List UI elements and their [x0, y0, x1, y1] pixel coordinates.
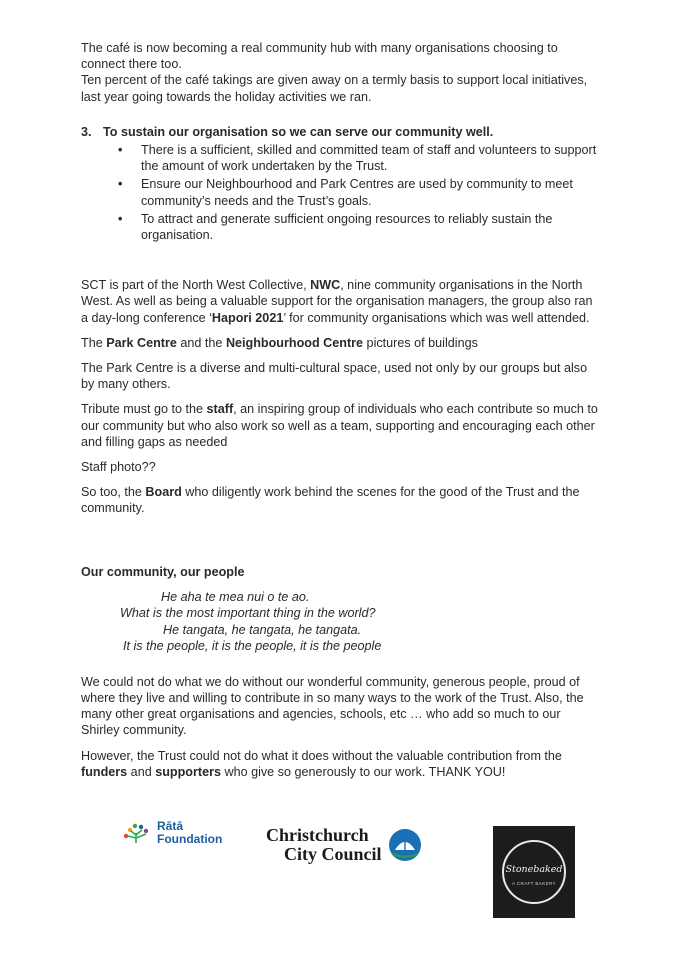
proverb-line: He tangata, he tangata, he tangata.: [163, 622, 362, 637]
nwc-paragraph: [81, 277, 601, 326]
ccc-name-line-2: City Council: [284, 844, 382, 864]
centres-text: and the: [176, 335, 226, 350]
staff-text: , an inspiring group of individuals who each contribute so much to our community but who also work so well as a team, supporting and encouraging each other and filling gaps as needed: [81, 402, 598, 449]
stonebaked-name: Stonebaked: [505, 864, 563, 875]
rata-foundation-logo: [122, 820, 222, 846]
rata-name: Rātā: [157, 819, 184, 833]
goal-3-bullet: • Ensure our Neighbourhood and Park Centres are used by community to meet community’s needs and the Trust’s goals.: [141, 176, 601, 208]
goal-3-bullet-list: [81, 142, 601, 243]
stonebaked-logo: [493, 826, 575, 918]
centres-text: The: [81, 335, 107, 350]
nwc-text: , nine community organisations in the North West. As well as being a valuable support for the organisation managers, the group also ran a day-long conference ‘: [81, 278, 593, 325]
rata-foundation-word: Foundation: [157, 832, 223, 846]
goal-3-bullet: • To attract and generate sufficient ongoing resources to reliably sustain the organisation.: [141, 211, 601, 243]
funders-text: and: [127, 764, 156, 779]
board-text: So too, the: [81, 485, 146, 500]
board-paragraph: [81, 484, 601, 516]
nwc-acronym: NWC: [310, 278, 341, 293]
proverb-line: It is the people, it is the people, it is the people: [123, 639, 382, 654]
rata-flower-icon: [122, 822, 152, 844]
nwc-text: ’ for community organisations which was well attended.: [283, 310, 590, 325]
maori-proverb: [81, 589, 601, 655]
sponsor-logos: [0, 820, 675, 910]
centres-text: pictures of buildings: [363, 335, 478, 350]
proverb-line: He aha te mea nui o te ao.: [161, 589, 310, 604]
park-centre-paragraph: The Park Centre is a diverse and multi-cultural space, used not only by our groups but also by many others.: [81, 361, 588, 392]
nwc-text: SCT is part of the North West Collective,: [81, 278, 311, 293]
board-text: who diligently work behind the scenes for the good of the Trust and the community.: [81, 485, 580, 516]
centres-paragraph: [81, 335, 601, 351]
funders-paragraph: [81, 748, 601, 780]
ccc-name-line-1: Christchurch: [266, 825, 369, 845]
funders-word: funders: [81, 764, 128, 779]
thanks-paragraph: We could not do what we do without our wonderful community, generous people, proud of where they live and willing to contribute in so many ways to the work of the Trust. Also, the many other great organisations and agencies, schools, etc … who add so much to our Shirley community.: [81, 674, 584, 738]
staff-word: staff: [206, 402, 234, 417]
christchurch-city-council-logo: [266, 826, 422, 864]
goal-3-heading: [81, 124, 601, 140]
neighbourhood-centre-name: Neighbourhood Centre: [225, 335, 364, 350]
community-heading: Our community, our people: [81, 564, 245, 579]
goal-3-number: 3.: [81, 124, 92, 139]
cafe-line-1: The café is now becoming a real community hub with many organisations choosing to connect there too.: [81, 41, 558, 72]
staff-photo-note: Staff photo??: [81, 460, 156, 475]
section-spacer: [81, 526, 601, 564]
document-body: [81, 40, 601, 789]
goal-3-bullet: • There is a sufficient, skilled and committed team of staff and volunteers to support the amount of work undertaken by the Trust.: [141, 142, 601, 174]
funders-text: who give so generously to our work. THANK YOU!: [220, 764, 506, 779]
goal-3-title: To sustain our organisation so we can serve our community well.: [103, 124, 494, 139]
park-centre-name: Park Centre: [106, 335, 177, 350]
staff-text: Tribute must go to the: [81, 402, 207, 417]
stonebaked-tagline: A CRAFT BAKERY: [512, 881, 556, 886]
funders-text: However, the Trust could not do what it does without the valuable contribution from the: [81, 748, 562, 763]
proverb-line: What is the most important thing in the world?: [120, 606, 376, 621]
ccc-emblem-icon: [388, 828, 422, 862]
cafe-paragraph: [81, 40, 601, 105]
board-word: Board: [145, 485, 182, 500]
staff-paragraph: [81, 401, 601, 450]
hapori-conference-name: Hapori 2021: [211, 310, 284, 325]
cafe-line-2: Ten percent of the café takings are given away on a termly basis to support local initiatives, last year going towards the holiday activities we ran.: [81, 73, 588, 104]
supporters-word: supporters: [155, 764, 221, 779]
